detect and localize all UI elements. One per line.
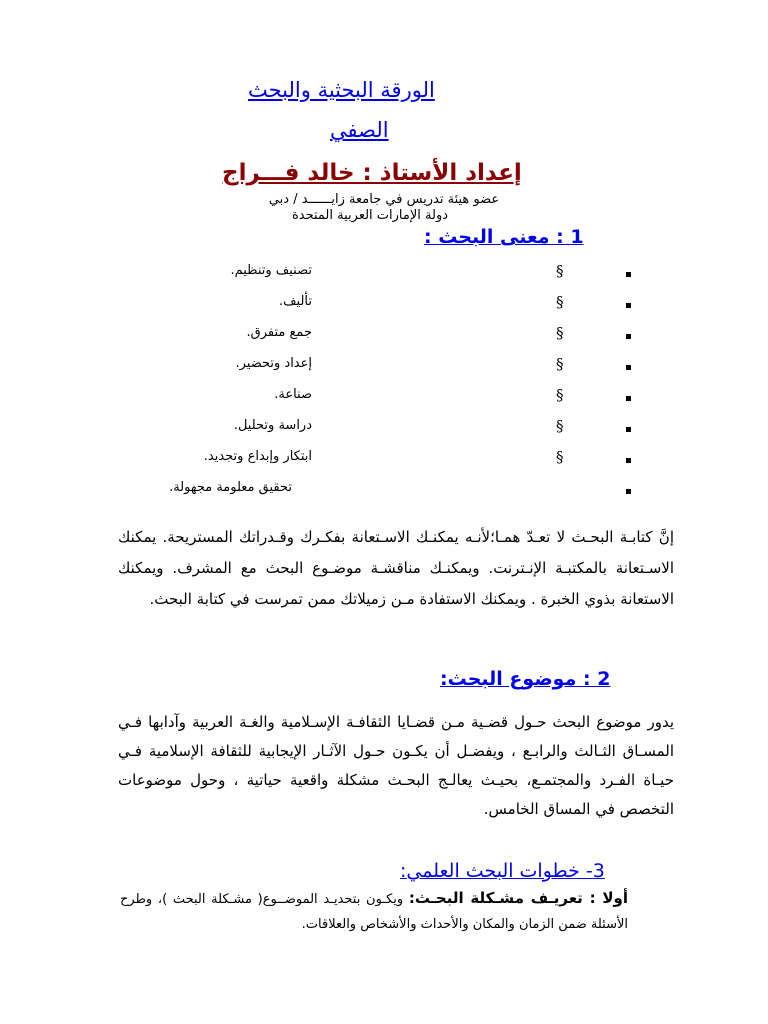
square-bullet-icon	[626, 303, 631, 308]
square-bullet-icon	[626, 334, 631, 339]
list-item-text: إعداد وتحضير.	[235, 356, 312, 371]
list-item-text: دراسة وتحليل.	[233, 418, 312, 433]
affiliation-line1: عضو هيئة تدريس في جامعة زايــــــد / دبي	[268, 192, 500, 207]
list-item	[120, 324, 740, 348]
section-sign-icon: §	[556, 355, 564, 373]
list-item-text: تحقيق معلومة مجهولة.	[169, 480, 292, 495]
list-item	[120, 448, 740, 472]
list-item	[120, 355, 740, 379]
step1-label: أولا : تعريـف مشـكلة البحـث:	[408, 889, 628, 907]
section-sign-icon: §	[556, 386, 564, 404]
list-item	[120, 479, 740, 503]
square-bullet-icon	[626, 272, 631, 277]
document-title-line2[interactable]: الصفي	[330, 118, 389, 142]
section1-paragraph: إنَّ كتابـة البحـث لا تعـدّ همـا؛لأنـه يمكنـك الاسـتعانة بفكـرك وقـدراتك المستريحة. يمكنك الاسـتعانة بالمكتبـة الإنـترنت. ويمكنـك مناقشـة موضـوع البحث مع المشرف. ويمكنك الاستعانة بذوي الخبرة . ويمكنك الاستفادة مـن زميلاتك ممن تمرست في كتابة البحث.	[118, 528, 674, 608]
square-bullet-icon	[626, 396, 631, 401]
section-sign-icon: §	[556, 417, 564, 435]
list-item-text: تصنيف وتنظيم.	[230, 263, 312, 278]
section2-heading: 2 : موضوع البحث:	[440, 668, 611, 690]
list-item	[120, 293, 740, 317]
list-item	[120, 386, 740, 410]
square-bullet-icon	[626, 489, 631, 494]
meaning-list	[120, 262, 740, 502]
square-bullet-icon	[626, 458, 631, 463]
step1-paragraph	[120, 886, 628, 937]
section1-heading: 1 : معنى البحث :	[424, 226, 584, 248]
list-item-text: ابتكار وإبداع وتجديد.	[203, 449, 312, 464]
step1-text: ويكـون بتحديـد الموضــوع( مشـكلة البحث )، وطرح الأسئلة ضمن الزمان والمكان والأحداث والأشخاص والعلاقات.	[120, 892, 628, 932]
section2-paragraph: يدور موضوع البحث حـول قضـية مـن قضـايا الثقافـة الإسـلامية والغـة العربية وآدابها فـي المسـاق الثـالث والرابـع ، ويفضـل أن يكـون حـول الآثـار الإيجابية للثقافة الإسلامية فـي حيـاة الفـرد والمجتمـع، بحيـث يعالـج البحـث مشكلة واقعية حياتية ، وحول موضوعات التخصص في المساق الخامس.	[118, 713, 674, 818]
square-bullet-icon	[626, 365, 631, 370]
author-line: إعداد الأستاذ : خالد فـــراج	[222, 160, 522, 186]
list-item-text: تأليف.	[278, 294, 312, 309]
affiliation-line2: دولة الإمارات العربية المتحدة	[291, 208, 449, 223]
square-bullet-icon	[626, 427, 631, 432]
list-item	[120, 262, 740, 286]
list-item-text: صناعة.	[274, 387, 312, 402]
list-item	[120, 417, 740, 441]
document-title-line1[interactable]: الورقة البحثية والبحث	[248, 78, 435, 102]
section-sign-icon: §	[556, 293, 564, 311]
section-sign-icon: §	[556, 262, 564, 280]
section3-heading: 3- خطوات البحث العلمي:	[400, 860, 605, 882]
section-sign-icon: §	[556, 448, 564, 466]
section-sign-icon: §	[556, 324, 564, 342]
list-item-text: جمع متفرق.	[246, 325, 312, 340]
